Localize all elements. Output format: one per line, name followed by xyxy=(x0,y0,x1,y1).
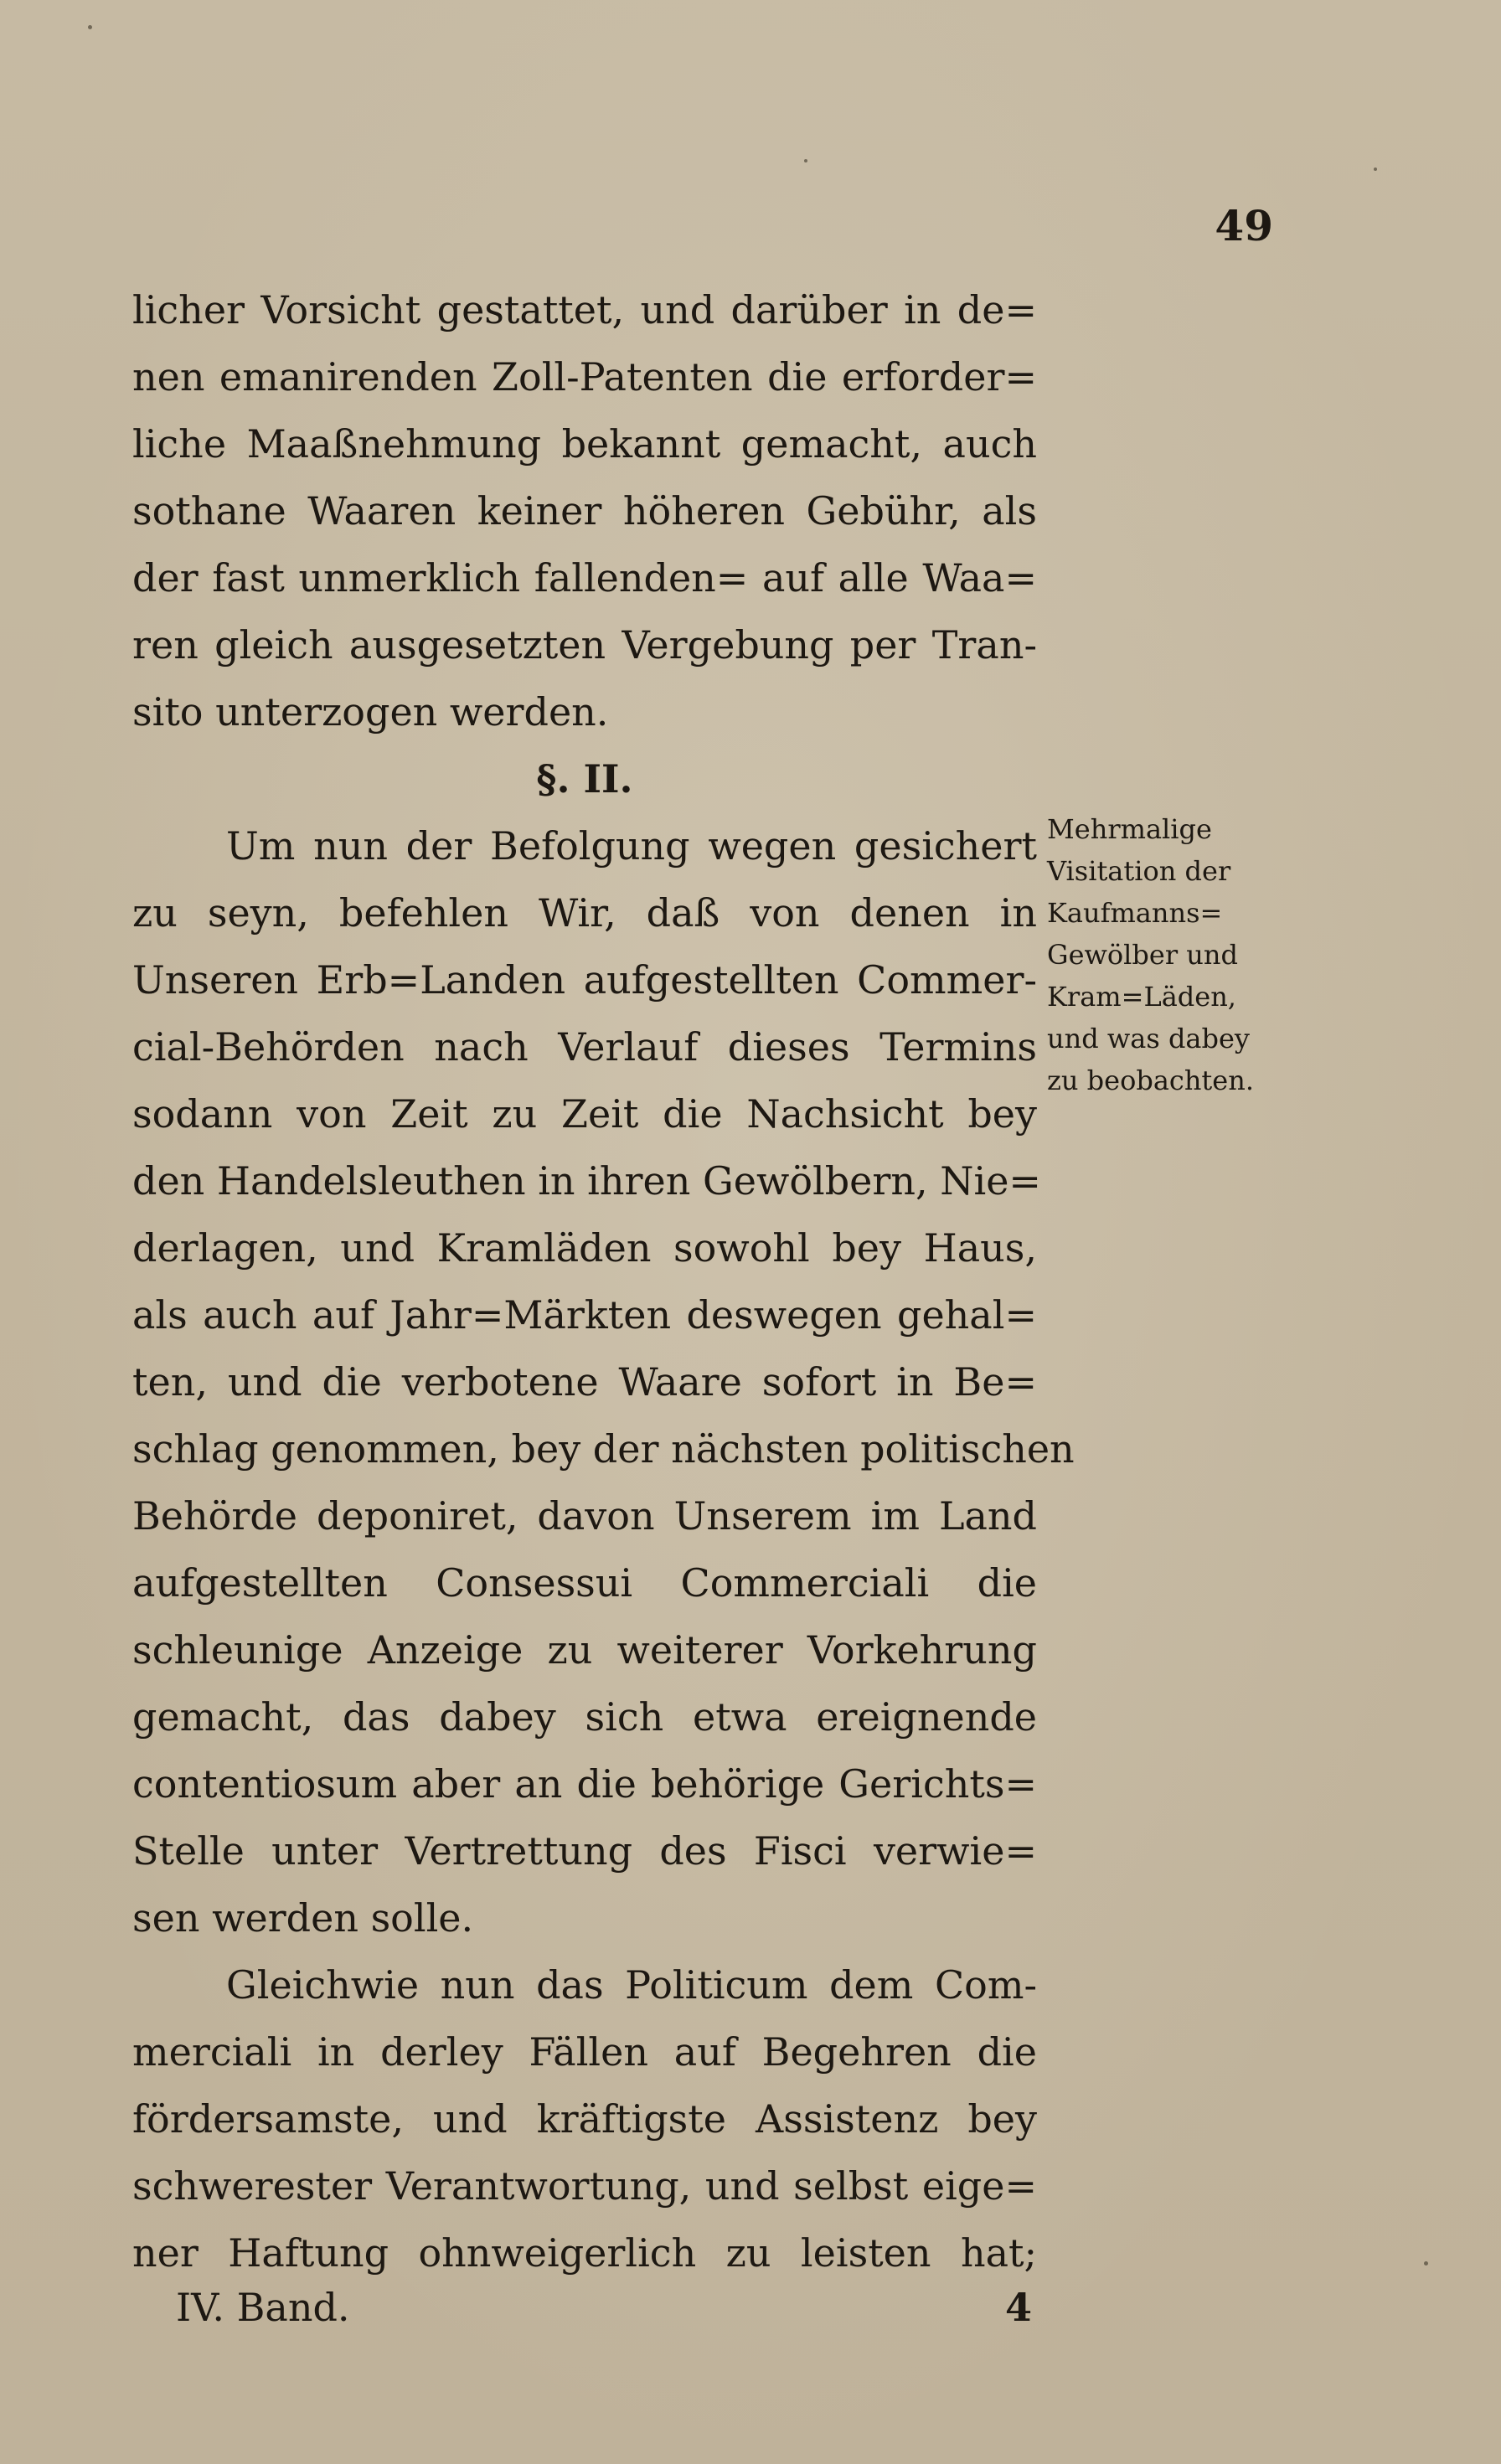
text-line: Behörde deponiret, davon Unserem im Land xyxy=(132,1493,1037,1539)
text-line: schlag genommen, bey der nächsten politischen xyxy=(132,1426,1075,1472)
signature-mark: 4 xyxy=(1005,2285,1033,2330)
text-line: Unseren Erb=Landen aufgestellten Commer- xyxy=(132,957,1037,1003)
marginal-line: und was dabey xyxy=(1047,1023,1250,1054)
text-line: schleunige Anzeige zu weiterer Vorkehrung xyxy=(132,1627,1037,1673)
paper-speck xyxy=(88,25,92,29)
marginal-line: zu beobachten. xyxy=(1047,1064,1254,1096)
footer-volume: IV. Band. xyxy=(176,2285,350,2330)
text-line: gemacht, das dabey sich etwa ereignende xyxy=(132,1694,1037,1740)
text-line: sodann von Zeit zu Zeit die Nachsicht bey xyxy=(132,1091,1037,1137)
text-line: zu seyn, befehlen Wir, daß von denen in xyxy=(132,890,1037,936)
text-line: contentiosum aber an die behörige Gerichts= xyxy=(132,1761,1037,1807)
paper-speck xyxy=(804,159,807,162)
page-number: 49 xyxy=(1215,201,1273,250)
paper-speck xyxy=(1374,168,1377,171)
text-line: sothane Waaren keiner höheren Gebühr, als xyxy=(132,488,1037,534)
section-heading: §. II. xyxy=(536,756,633,802)
text-line: ren gleich ausgesetzten Vergebung per Tran- xyxy=(132,622,1037,668)
text-line: sito unterzogen werden. xyxy=(132,689,609,735)
text-line: ten, und die verbotene Waare sofort in Be= xyxy=(132,1359,1037,1405)
marginal-line: Mehrmalige xyxy=(1047,813,1212,845)
text-line: nen emanirenden Zoll-Patenten die erforder= xyxy=(132,354,1037,399)
text-line: den Handelsleuthen in ihren Gewölbern, Nie= xyxy=(132,1158,1041,1204)
text-line: Gleichwie nun das Politicum dem Com- xyxy=(226,1962,1037,2008)
text-line: sen werden solle. xyxy=(132,1895,474,1941)
marginal-line: Visitation der xyxy=(1047,855,1231,887)
text-line: licher Vorsicht gestattet, und darüber in de= xyxy=(132,287,1037,332)
text-line: der fast unmerklich fallenden= auf alle Waa= xyxy=(132,555,1037,601)
text-line: Um nun der Befolgung wegen gesichert xyxy=(226,823,1037,869)
text-line: liche Maaßnehmung bekannt gemacht, auch xyxy=(132,421,1037,467)
text-line: Stelle unter Vertrettung des Fisci verwie= xyxy=(132,1828,1037,1874)
marginal-line: Kaufmanns= xyxy=(1047,897,1223,929)
text-line: merciali in derley Fällen auf Begehren die xyxy=(132,2029,1037,2075)
text-line: cial-Behörden nach Verlauf dieses Termins xyxy=(132,1024,1037,1070)
paper-speck xyxy=(1424,2261,1428,2266)
text-line: aufgestellten Consessui Commerciali die xyxy=(132,1560,1037,1606)
text-line: derlagen, und Kramläden sowohl bey Haus, xyxy=(132,1225,1037,1271)
marginal-line: Gewölber und xyxy=(1047,939,1238,971)
text-line: ner Haftung ohnweigerlich zu leisten hat; xyxy=(132,2230,1037,2276)
text-line: fördersamste, und kräftigste Assistenz bey xyxy=(132,2096,1037,2142)
marginal-line: Kram=Läden, xyxy=(1047,981,1236,1013)
text-line: als auch auf Jahr=Märkten deswegen gehal= xyxy=(132,1292,1037,1338)
text-line: schwerester Verantwortung, und selbst eige= xyxy=(132,2163,1037,2209)
